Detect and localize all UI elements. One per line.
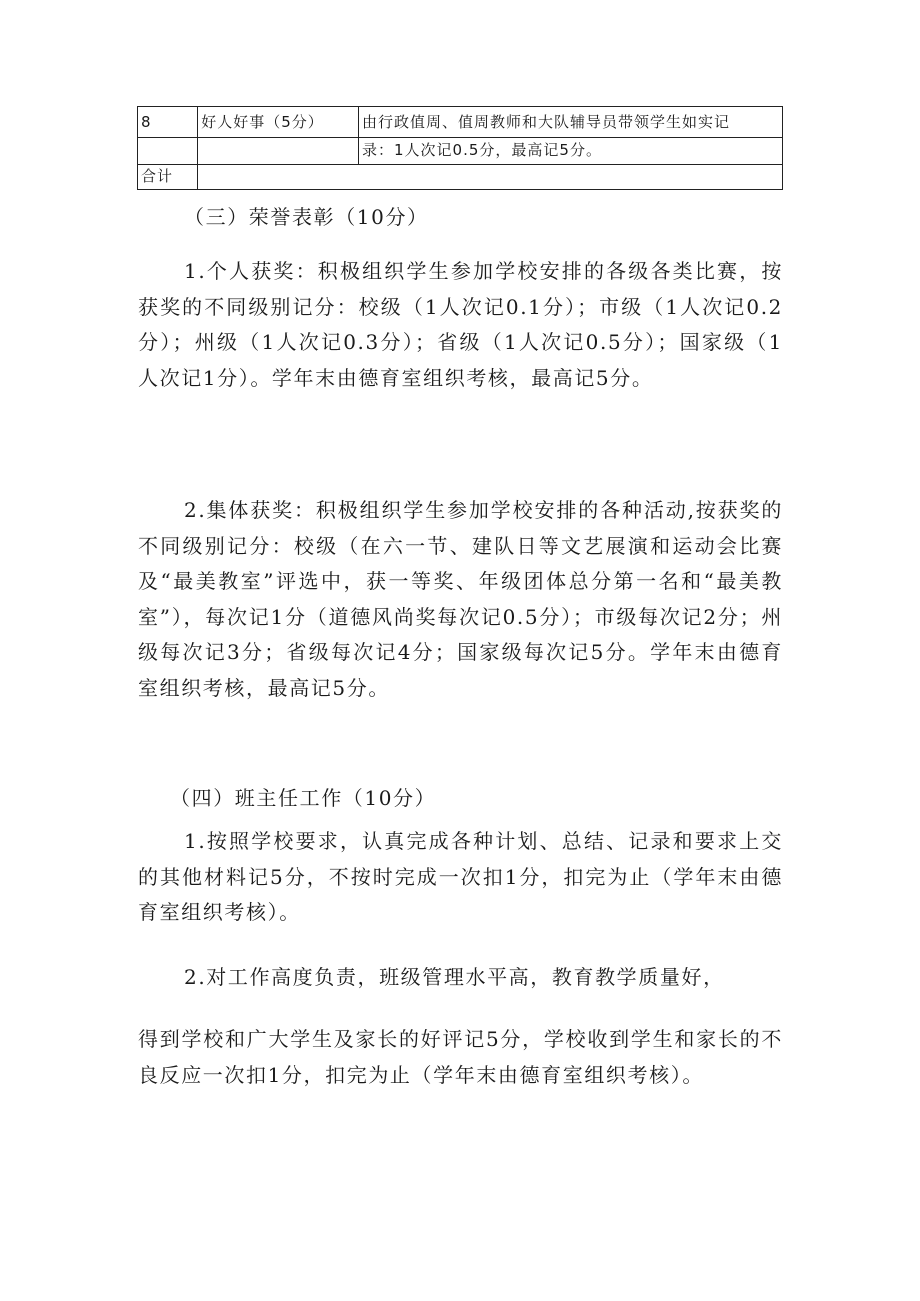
table-cell-item [198, 138, 359, 165]
section-3-paragraph-1: 1.个人获奖：积极组织学生参加学校安排的各级各类比赛，按获奖的不同级别记分：校级（1人次记0.1分）；市级（1人次记0.2分）；州级（1人次记0.3分）；省级（1人次记0.5分）；国家级（1人次记1分）。学年末由德育室组织考核，最高记5分。 [138, 259, 783, 390]
scoring-table [137, 106, 783, 190]
table-cell-item: 好人好事（5分） [198, 107, 359, 138]
section-4-paragraph-1: 1.按照学校要求，认真完成各种计划、总结、记录和要求上交的其他材料记5分，不按时完成一次扣1分，扣完为止（学年末由德育室组织考核）。 [138, 829, 783, 924]
table-row-total [138, 165, 783, 190]
section-3-paragraph-2: 2.集体获奖：积极组织学生参加学校安排的各种活动,按获奖的不同级别记分：校级（在六一节、建队日等文艺展演和运动会比赛及“最美教室”评选中，获一等奖、年级团体总分第一名和“最美教室”），每次记1分（道德风尚奖每次记0.5分）；市级每次记2分；州级每次记3分；省级每次记4分；国家级每次记5分。学年末由德育室组织考核，最高记5分。 [138, 498, 783, 700]
section-4-heading: （四）班主任工作（10分） [170, 786, 437, 810]
section-4-paragraph-2-line-1: 2.对工作高度负责，班级管理水平高，教育教学质量好， [184, 965, 725, 989]
section-4-paragraph-2-continued: 得到学校和广大学生及家长的好评记5分，学校收到学生和家长的不良反应一次扣1分，扣完为止（学年末由德育室组织考核）。 [138, 1027, 783, 1087]
table-row [138, 138, 783, 165]
section-3-heading: （三）荣誉表彰（10分） [184, 205, 429, 229]
table-cell-number [138, 138, 198, 165]
table-cell-total-value [198, 165, 783, 190]
table-row [138, 107, 783, 138]
table-cell-description: 录：1人次记0.5分，最高记5分。 [359, 138, 783, 165]
table-cell-total-label: 合计 [138, 165, 198, 190]
table-cell-number: 8 [138, 107, 198, 138]
table-cell-description: 由行政值周、值周教师和大队辅导员带领学生如实记 [359, 107, 783, 138]
